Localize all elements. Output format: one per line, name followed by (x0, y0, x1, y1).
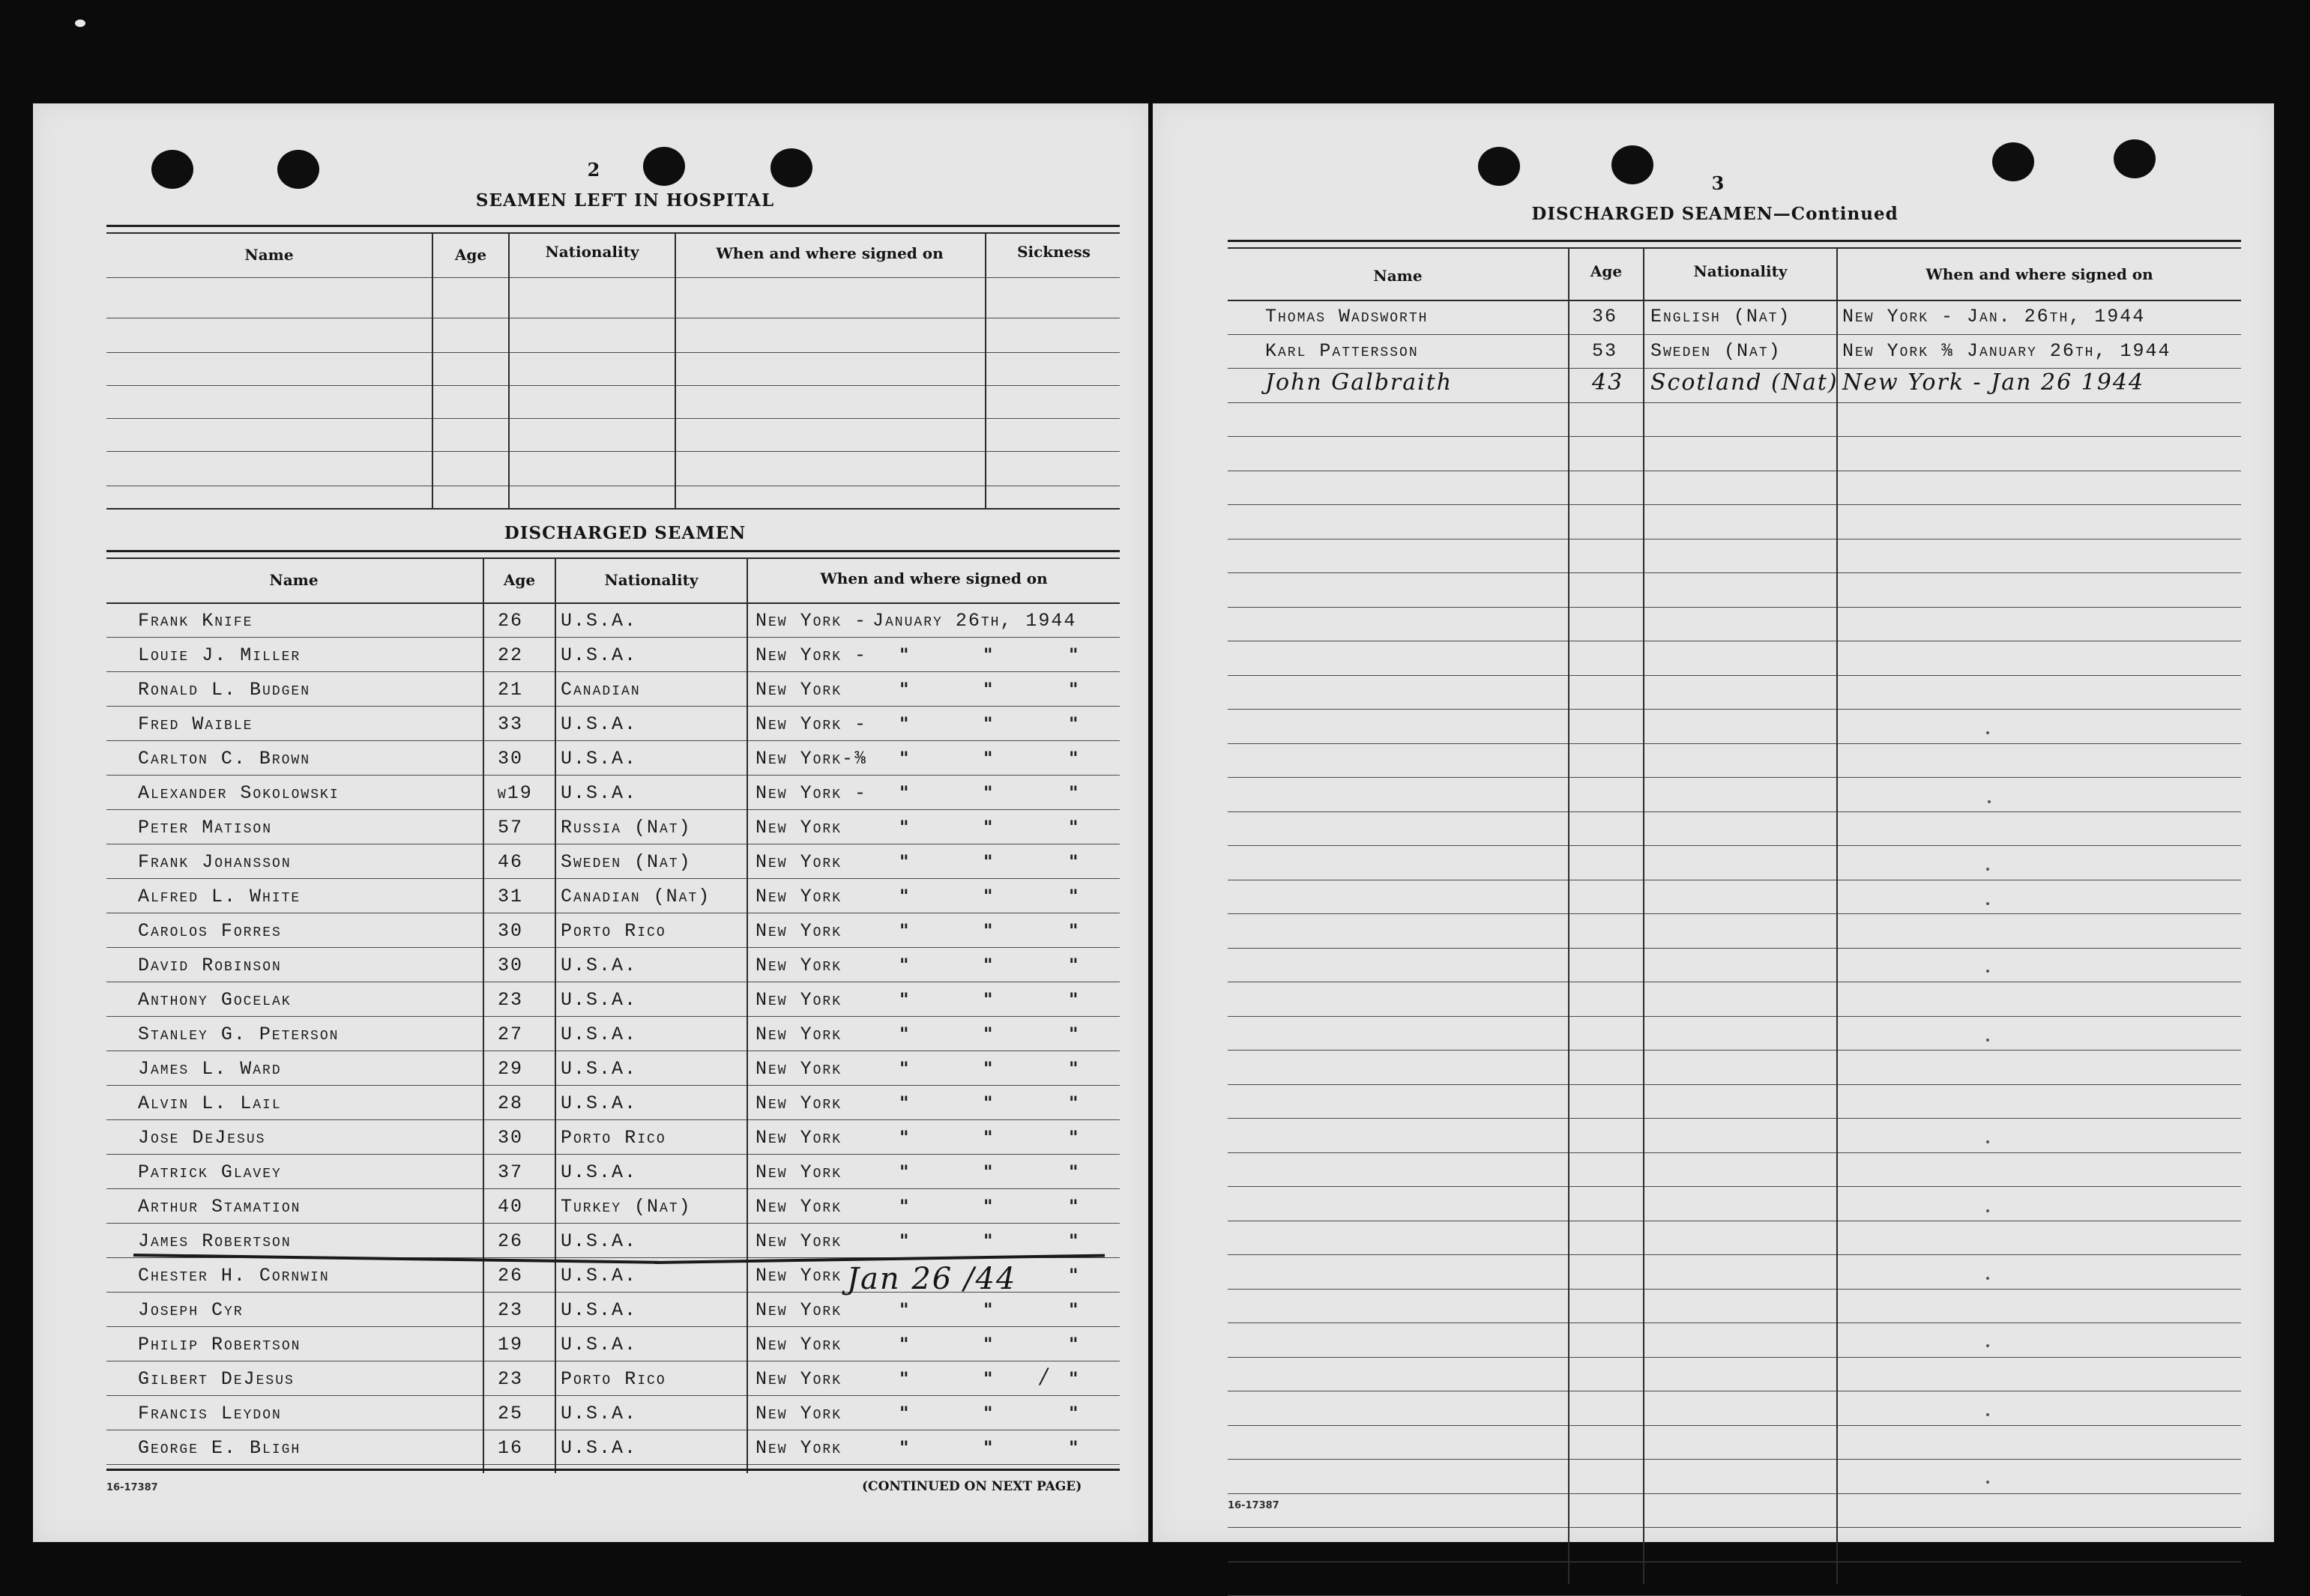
row-rule (106, 1395, 1120, 1396)
ditto-mark: " (899, 1058, 909, 1079)
ditto-mark: " (983, 679, 993, 700)
punch-hole (770, 148, 812, 187)
row-rule (106, 1326, 1120, 1327)
signed-on-place: New York - (756, 644, 868, 666)
signed-on-place: New York (756, 1161, 842, 1183)
seaman-name: Karl Pattersson (1265, 339, 1419, 362)
ditto-mark: " (983, 1024, 993, 1045)
ditto-mark: " (1069, 1265, 1079, 1286)
seaman-name: Ronald L. Budgen (138, 679, 311, 701)
seaman-age: 31 (498, 886, 524, 907)
seaman-name: Thomas Wadsworth (1265, 306, 1429, 327)
seaman-nationality: Canadian (561, 679, 641, 701)
row-rule (106, 809, 1120, 810)
ditto-mark: " (899, 644, 909, 665)
seaman-age: 33 (498, 713, 524, 735)
ditto-mark: " (983, 851, 993, 872)
ditto-mark: " (1069, 1024, 1079, 1045)
signed-on-place: New York (756, 989, 842, 1011)
row-rule (106, 775, 1120, 776)
row-rule (1228, 1050, 2241, 1051)
ditto-mark: " (899, 989, 909, 1010)
seaman-age: 22 (498, 644, 524, 666)
row-rule (1228, 1084, 2241, 1085)
seaman-name: Alvin L. Lail (138, 1092, 282, 1114)
ditto-mark: " (983, 782, 993, 803)
seaman-age: 29 (498, 1058, 524, 1080)
seaman-age: 30 (498, 1127, 524, 1149)
seaman-nationality: Scotland (Nat) (1650, 369, 1839, 396)
row-rule (1228, 1289, 2241, 1290)
seaman-name: Louie J. Miller (138, 644, 301, 666)
row-rule (1228, 1152, 2241, 1153)
column-header-age: Age (503, 571, 536, 589)
signed-on-place: New York (756, 920, 842, 942)
strike-through-line (133, 1254, 658, 1264)
seaman-nationality: U.S.A. (561, 1437, 638, 1459)
seaman-age: 30 (498, 920, 524, 942)
row-rule (106, 637, 1120, 638)
row-rule (1228, 811, 2241, 812)
row-rule (1228, 1186, 2241, 1187)
ditto-mark: " (983, 1230, 993, 1251)
row-rule (106, 740, 1120, 741)
row-rule (1228, 607, 2241, 608)
ditto-mark: " (899, 1161, 909, 1182)
seaman-age: 19 (498, 1334, 524, 1355)
ditto-mark: " (1069, 1161, 1079, 1182)
ditto-mark: " (899, 1092, 909, 1113)
ditto-mark: " (983, 1058, 993, 1079)
seaman-age: 21 (498, 679, 524, 701)
seaman-nationality: Turkey (Nat) (561, 1196, 692, 1218)
row-rule (1228, 913, 2241, 914)
punch-hole (1611, 145, 1653, 184)
column-header-nationality: Nationality (545, 243, 639, 261)
seaman-age: 40 (498, 1196, 524, 1218)
scan-speck (1986, 1344, 1989, 1347)
row-rule (1228, 1493, 2241, 1494)
ditto-mark: " (899, 886, 909, 907)
discharged-section-title: DISCHARGED SEAMEN (504, 523, 747, 543)
seaman-age: 26 (498, 1265, 524, 1287)
column-header-name: Name (244, 246, 294, 264)
seaman-nationality: U.S.A. (561, 1024, 638, 1045)
ditto-mark: " (983, 1092, 993, 1113)
ditto-mark: " (1069, 1058, 1079, 1079)
signed-on-place: New York - (756, 782, 868, 804)
scan-speck (1986, 1277, 1989, 1280)
scan-speck (1986, 731, 1989, 734)
row-rule (1228, 1459, 2241, 1460)
ditto-mark: " (1069, 886, 1079, 907)
seaman-name: Joseph Cyr (138, 1299, 244, 1321)
row-rule (1228, 1254, 2241, 1255)
row-rule (1228, 1357, 2241, 1358)
punch-hole (1478, 147, 1520, 186)
seaman-name: Peter Matison (138, 817, 273, 838)
scan-speck (1986, 1413, 1989, 1416)
ditto-mark: " (983, 1368, 993, 1389)
signed-on-place: New York (756, 1024, 842, 1045)
signed-on-place-date: New York - Jan. 26th, 1944 (1842, 306, 2146, 327)
seaman-name: Francis Leydon (138, 1403, 282, 1424)
ditto-mark: " (1069, 782, 1079, 803)
punch-hole (151, 150, 193, 189)
row-rule (106, 947, 1120, 948)
row-rule (1228, 402, 2241, 403)
seaman-nationality: U.S.A. (561, 1161, 638, 1183)
ditto-mark: " (1069, 1368, 1079, 1389)
signed-on-place: New York (756, 817, 842, 838)
row-rule (106, 1464, 1120, 1465)
column-header-nationality: Nationality (604, 571, 699, 589)
ditto-mark: " (983, 1161, 993, 1182)
column-header-nationality: Nationality (1693, 262, 1788, 280)
ditto-mark: " (899, 1230, 909, 1251)
ditto-mark: " (899, 1127, 909, 1148)
row-rule (1228, 572, 2241, 573)
ditto-mark: " (1069, 1230, 1079, 1251)
row-rule (106, 671, 1120, 672)
ditto-mark: " (983, 920, 993, 941)
seaman-age: 57 (498, 817, 524, 838)
seaman-age: 23 (498, 1368, 524, 1390)
scan-artifact (75, 19, 85, 27)
signed-on-place: New York - (756, 713, 868, 735)
ditto-mark: " (983, 817, 993, 838)
seaman-name: Philip Robertson (138, 1334, 301, 1355)
ditto-mark: " (1069, 989, 1079, 1010)
ditto-mark: " (1069, 1196, 1079, 1217)
seaman-name: Gilbert DeJesus (138, 1368, 295, 1390)
column-header-signed-on: When and where signed on (1925, 265, 2153, 283)
ditto-mark: " (899, 679, 909, 700)
seaman-age: 37 (498, 1161, 524, 1183)
row-rule (1228, 1425, 2241, 1426)
seaman-age: 30 (498, 748, 524, 770)
signed-on-place: New York (756, 1230, 842, 1252)
column-header-signed-on: When and where signed on (716, 244, 944, 262)
form-number: 16-17387 (106, 1482, 158, 1493)
row-rule (106, 1188, 1120, 1189)
seaman-nationality: U.S.A. (561, 644, 638, 666)
row-rule (1228, 948, 2241, 949)
seaman-nationality: Porto Rico (561, 1127, 666, 1149)
signed-on-place: New York (756, 1265, 842, 1287)
seaman-nationality: U.S.A. (561, 1334, 638, 1355)
scan-speck (1988, 800, 1991, 803)
ditto-mark: " (1069, 1092, 1079, 1113)
ditto-mark: " (983, 886, 993, 907)
row-rule (1228, 1527, 2241, 1528)
ditto-mark: " (983, 1334, 993, 1355)
row-rule (106, 1154, 1120, 1155)
seaman-nationality: Russia (Nat) (561, 817, 692, 838)
ditto-mark: " (983, 644, 993, 665)
signed-on-place: New York (756, 851, 842, 873)
seaman-nationality: U.S.A. (561, 713, 638, 735)
seaman-name: Arthur Stamation (138, 1196, 301, 1218)
seaman-age: 26 (498, 1230, 524, 1252)
ditto-mark: " (899, 713, 909, 734)
signed-on-place: New York (756, 955, 842, 976)
row-rule (1228, 675, 2241, 676)
seaman-age: 27 (498, 1024, 524, 1045)
ditto-mark: " (1069, 1334, 1079, 1355)
continued-note: (CONTINUED ON NEXT PAGE) (862, 1479, 1082, 1494)
seaman-age: 30 (498, 955, 524, 976)
seaman-nationality: Sweden (Nat) (561, 851, 692, 873)
seaman-nationality: U.S.A. (561, 955, 638, 976)
seaman-nationality: U.S.A. (561, 610, 638, 632)
signed-on-place-date: New York ⅜ January 26th, 1944 (1842, 339, 2171, 362)
row-rule (1228, 1016, 2241, 1017)
ditto-mark: " (983, 1196, 993, 1217)
handwritten-mark: / (1040, 1364, 1049, 1388)
ditto-mark: " (983, 1403, 993, 1424)
signed-on-place-date: New York - Jan 26 1944 (1842, 369, 2145, 396)
scan-speck (1986, 1481, 1989, 1484)
ditto-mark: " (1069, 1437, 1079, 1458)
ditto-mark: " (1069, 1299, 1079, 1320)
row-rule (1228, 368, 2241, 369)
column-header-name: Name (269, 571, 319, 589)
scan-speck (1986, 1209, 1989, 1212)
row-rule (106, 878, 1120, 879)
ditto-mark: " (899, 955, 909, 976)
seaman-name: Frank Knife (138, 610, 253, 632)
seaman-age: 43 (1592, 369, 1624, 396)
ditto-mark: " (899, 1403, 909, 1424)
signed-on-place: New York (756, 1299, 842, 1321)
seaman-name: George E. Bligh (138, 1437, 301, 1459)
seaman-nationality: U.S.A. (561, 1265, 638, 1287)
seaman-age: 46 (498, 851, 524, 873)
discharged-continued-title: DISCHARGED SEAMEN—Continued (1531, 204, 1899, 224)
ditto-mark: " (899, 1368, 909, 1389)
column-header-age: Age (454, 246, 487, 264)
ditto-mark: " (983, 713, 993, 734)
signed-on-place: New York-⅜ (756, 748, 868, 770)
row-rule (1228, 334, 2241, 335)
seaman-nationality: U.S.A. (561, 1299, 638, 1321)
ditto-mark: " (1069, 1403, 1079, 1424)
signed-on-place: New York (756, 679, 842, 701)
seaman-nationality: U.S.A. (561, 782, 638, 804)
row-rule (1228, 709, 2241, 710)
column-header-age: Age (1590, 262, 1623, 280)
ditto-mark: " (899, 1196, 909, 1217)
row-rule (106, 1085, 1120, 1086)
ditto-mark: " (1069, 817, 1079, 838)
seaman-nationality: U.S.A. (561, 748, 638, 770)
punch-hole (2114, 139, 2156, 178)
left-page (33, 103, 1148, 1542)
seaman-name: James L. Ward (138, 1058, 282, 1080)
ditto-mark: " (899, 1024, 909, 1045)
row-rule (1228, 1118, 2241, 1119)
ditto-mark: " (899, 1437, 909, 1458)
ditto-mark: " (899, 1299, 909, 1320)
ditto-mark: " (899, 782, 909, 803)
seaman-nationality: English (Nat) (1650, 306, 1791, 327)
signed-on-place: New York - (756, 610, 868, 632)
ditto-mark: " (983, 1127, 993, 1148)
signed-on-place: New York (756, 1368, 842, 1390)
seaman-nationality: Porto Rico (561, 1368, 666, 1390)
ditto-mark: " (899, 1334, 909, 1355)
seaman-age: 36 (1592, 306, 1618, 327)
ditto-mark: " (983, 748, 993, 769)
seaman-name: Carolos Forres (138, 920, 282, 942)
seaman-age: 26 (498, 610, 524, 632)
seaman-nationality: U.S.A. (561, 989, 638, 1011)
form-number: 16-17387 (1228, 1500, 1279, 1511)
seaman-name: Carlton C. Brown (138, 748, 311, 770)
right-page (1153, 103, 2274, 1542)
ditto-mark: " (983, 1299, 993, 1320)
ditto-mark: " (1069, 920, 1079, 941)
ditto-mark: " (1069, 748, 1079, 769)
ditto-mark: " (1069, 713, 1079, 734)
row-rule (106, 1119, 1120, 1120)
seaman-age: w19 (498, 782, 533, 804)
seaman-nationality: Canadian (Nat) (561, 886, 711, 907)
seaman-name: Frank Johansson (138, 851, 292, 873)
signed-on-place: New York (756, 1058, 842, 1080)
signed-on-place: New York (756, 1196, 842, 1218)
ditto-mark: " (899, 851, 909, 872)
seaman-nationality: U.S.A. (561, 1058, 638, 1080)
page-number: 3 (1711, 172, 1725, 194)
seaman-name: Jose DeJesus (138, 1127, 266, 1149)
scan-speck (1986, 1039, 1989, 1042)
row-rule (1228, 845, 2241, 846)
scan-speck (1986, 902, 1989, 905)
seaman-name: Stanley G. Peterson (138, 1024, 340, 1045)
signed-on-place: New York (756, 1437, 842, 1459)
signed-on-place: New York (756, 1334, 842, 1355)
signed-on-place: New York (756, 886, 842, 907)
seaman-age: 53 (1592, 339, 1618, 362)
ditto-mark: " (1069, 679, 1079, 700)
row-rule (106, 1223, 1120, 1224)
seaman-nationality: U.S.A. (561, 1230, 638, 1252)
seaman-nationality: Porto Rico (561, 920, 666, 942)
ditto-mark: " (1069, 644, 1079, 665)
row-rule (1228, 504, 2241, 505)
signed-on-place: New York (756, 1092, 842, 1114)
ditto-mark: " (899, 817, 909, 838)
punch-hole (1992, 142, 2034, 181)
ditto-mark: " (1069, 955, 1079, 976)
row-rule (106, 1016, 1120, 1017)
seaman-name: Alexander Sokolowski (138, 782, 340, 804)
ditto-mark: " (983, 955, 993, 976)
signed-on-date: January 26th, 1944 (872, 610, 1077, 632)
seaman-age: 25 (498, 1403, 524, 1424)
seaman-name: James Robertson (138, 1230, 292, 1252)
seaman-age: 23 (498, 1299, 524, 1321)
column-header-signed-on: When and where signed on (820, 569, 1048, 587)
ditto-mark: " (899, 920, 909, 941)
ditto-mark: " (1069, 851, 1079, 872)
hospital-section-title: SEAMEN LEFT IN HOSPITAL (475, 190, 775, 211)
signed-on-place: New York (756, 1403, 842, 1424)
scan-speck (1986, 970, 1989, 973)
page-number: 2 (587, 159, 600, 181)
seaman-name: Fred Waible (138, 713, 253, 735)
seaman-name: Chester H. Cornwin (138, 1265, 330, 1287)
row-rule (1228, 777, 2241, 778)
signed-on-place: New York (756, 1127, 842, 1149)
ditto-mark: " (899, 748, 909, 769)
ditto-mark: " (983, 989, 993, 1010)
punch-hole (643, 147, 685, 186)
seaman-name: Anthony Gocelak (138, 989, 292, 1011)
row-rule (106, 706, 1120, 707)
seaman-nationality: U.S.A. (561, 1403, 638, 1424)
row-rule (1228, 743, 2241, 744)
scan-speck (1986, 1140, 1989, 1143)
seaman-age: 23 (498, 989, 524, 1011)
row-rule (1228, 436, 2241, 437)
seaman-name: Alfred L. White (138, 886, 301, 907)
ditto-mark: " (1069, 1127, 1079, 1148)
handwritten-date: Jan 26 /44 (847, 1262, 1017, 1296)
seaman-name: David Robinson (138, 955, 282, 976)
column-header-name: Name (1373, 267, 1423, 285)
ditto-mark: " (983, 1437, 993, 1458)
punch-hole (277, 150, 319, 189)
scan-speck (1986, 868, 1989, 871)
seaman-age: 28 (498, 1092, 524, 1114)
seaman-age: 16 (498, 1437, 524, 1459)
column-header-sickness: Sickness (1017, 243, 1091, 261)
seaman-nationality: U.S.A. (561, 1092, 638, 1114)
seaman-name: Patrick Glavey (138, 1161, 282, 1183)
seaman-name: John Galbraith (1265, 369, 1453, 396)
seaman-nationality: Sweden (Nat) (1650, 339, 1782, 362)
